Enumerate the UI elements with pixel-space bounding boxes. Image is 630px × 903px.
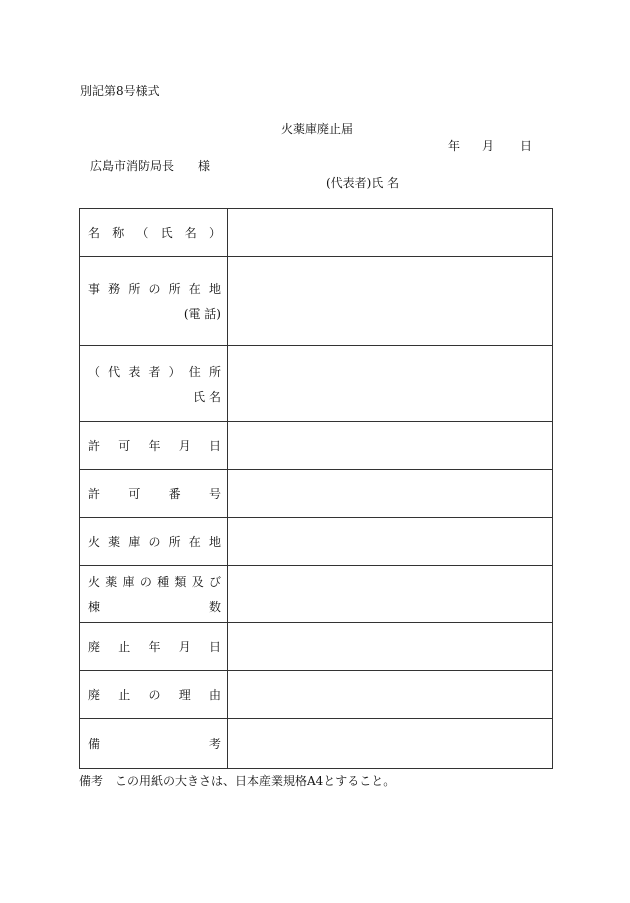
footer-note: 備考 この用紙の大きさは、日本産業規格A4とすること。 bbox=[79, 774, 396, 788]
value-name[interactable] bbox=[228, 209, 553, 257]
label-char: 由 bbox=[208, 688, 221, 702]
row-remarks bbox=[80, 719, 553, 769]
label-char: 可 bbox=[128, 487, 141, 501]
label-char: 数 bbox=[208, 600, 221, 614]
row-magazine-type bbox=[80, 566, 553, 623]
label-magazine-type-text bbox=[88, 573, 221, 590]
label-char: 火 bbox=[88, 575, 101, 589]
label-remarks bbox=[80, 719, 228, 769]
label-char: 考 bbox=[208, 737, 221, 751]
value-abolition-reason[interactable] bbox=[228, 671, 553, 719]
value-permit-date[interactable] bbox=[228, 422, 553, 470]
label-char: 年 bbox=[148, 439, 161, 453]
label-char: 薬 bbox=[105, 575, 118, 589]
label-char: 名 bbox=[88, 226, 101, 240]
row-magazine-location bbox=[80, 518, 553, 566]
label-magazine-location-text bbox=[88, 533, 221, 550]
label-char: （ bbox=[136, 226, 149, 240]
representative-name-label: (代表者)氏 名 bbox=[326, 176, 400, 190]
label-char: 薬 bbox=[108, 535, 121, 549]
label-char: び bbox=[208, 575, 221, 589]
label-char: 止 bbox=[118, 688, 131, 702]
label-char: 所 bbox=[168, 535, 181, 549]
label-building-count-text bbox=[88, 598, 221, 615]
row-permit-date bbox=[80, 422, 553, 470]
label-permit-number bbox=[80, 470, 228, 518]
label-char: 月 bbox=[178, 640, 191, 654]
label-char: 年 bbox=[148, 640, 161, 654]
label-char: 名 bbox=[184, 226, 197, 240]
value-representative[interactable] bbox=[228, 346, 553, 422]
date-year: 年 bbox=[448, 139, 461, 153]
label-char: の bbox=[148, 688, 161, 702]
label-char: （ bbox=[88, 364, 101, 379]
label-char: 庫 bbox=[122, 575, 135, 589]
row-office-address bbox=[80, 257, 553, 346]
label-char: の bbox=[148, 535, 161, 549]
row-name bbox=[80, 209, 553, 257]
label-char: 務 bbox=[108, 282, 121, 296]
addressee: 広島市消防局長 様 bbox=[90, 159, 211, 173]
label-representative bbox=[80, 346, 228, 422]
label-char: 棟 bbox=[88, 600, 101, 614]
label-char: 廃 bbox=[88, 640, 101, 654]
label-char: 止 bbox=[118, 640, 131, 654]
label-representative-address-text bbox=[88, 363, 221, 380]
value-permit-number[interactable] bbox=[228, 470, 553, 518]
date-day: 日 bbox=[520, 139, 533, 153]
label-char: 類 bbox=[174, 575, 187, 589]
label-permit-date-text bbox=[88, 437, 221, 454]
row-representative bbox=[80, 346, 553, 422]
label-permit-number-text bbox=[88, 485, 221, 502]
label-char: 在 bbox=[188, 535, 201, 549]
document-title: 火薬庫廃止届 bbox=[281, 122, 354, 136]
form-number: 別記第8号様式 bbox=[80, 84, 160, 98]
label-char: 日 bbox=[208, 439, 221, 453]
label-abolition-date-text bbox=[88, 638, 221, 655]
label-char: 地 bbox=[208, 535, 221, 549]
label-name-text bbox=[88, 224, 221, 241]
label-char: 所 bbox=[128, 282, 141, 296]
label-char: 事 bbox=[88, 282, 101, 296]
label-char: 所 bbox=[208, 364, 221, 379]
label-magazine-location bbox=[80, 518, 228, 566]
value-magazine-location[interactable] bbox=[228, 518, 553, 566]
label-char: 火 bbox=[88, 535, 101, 549]
label-char: 廃 bbox=[88, 688, 101, 702]
label-char: ） bbox=[208, 226, 221, 240]
label-char: ） bbox=[168, 364, 181, 379]
label-office-address bbox=[80, 257, 228, 346]
label-char: 住 bbox=[188, 364, 201, 379]
label-char: 理 bbox=[178, 688, 191, 702]
label-char: 及 bbox=[191, 575, 204, 589]
form-table bbox=[79, 208, 553, 769]
date-line bbox=[448, 137, 532, 154]
label-remarks-text bbox=[88, 735, 221, 752]
label-abolition-date bbox=[80, 623, 228, 671]
label-char: 代 bbox=[108, 364, 121, 379]
label-char: 許 bbox=[88, 439, 101, 453]
label-char: 庫 bbox=[128, 535, 141, 549]
value-office-address[interactable] bbox=[228, 257, 553, 346]
label-char: 番 bbox=[168, 487, 181, 501]
label-char: 地 bbox=[208, 282, 221, 296]
date-month: 月 bbox=[482, 139, 495, 153]
label-char: 表 bbox=[128, 364, 141, 379]
label-office-address-text bbox=[88, 280, 221, 297]
label-char: 日 bbox=[208, 640, 221, 654]
label-char: の bbox=[139, 575, 152, 589]
label-phone: (電 話) bbox=[183, 307, 221, 321]
label-representative-name: 氏 名 bbox=[193, 389, 221, 404]
label-abolition-reason bbox=[80, 671, 228, 719]
label-char: の bbox=[148, 282, 161, 296]
label-magazine-type bbox=[80, 566, 228, 623]
label-char: 号 bbox=[208, 487, 221, 501]
label-char: 種 bbox=[157, 575, 170, 589]
label-char: 在 bbox=[188, 282, 201, 296]
label-char: 月 bbox=[178, 439, 191, 453]
label-char: 所 bbox=[168, 282, 181, 296]
label-char: 許 bbox=[88, 487, 101, 501]
row-abolition-date bbox=[80, 623, 553, 671]
value-magazine-type[interactable] bbox=[228, 566, 553, 623]
label-char: 可 bbox=[118, 439, 131, 453]
value-remarks[interactable] bbox=[228, 719, 553, 769]
label-permit-date bbox=[80, 422, 228, 470]
value-abolition-date[interactable] bbox=[228, 623, 553, 671]
label-name bbox=[80, 209, 228, 257]
label-char: 備 bbox=[88, 737, 101, 751]
row-abolition-reason bbox=[80, 671, 553, 719]
label-char: 称 bbox=[112, 226, 125, 240]
label-abolition-reason-text bbox=[88, 686, 221, 703]
label-char: 者 bbox=[148, 364, 161, 379]
label-char: 氏 bbox=[160, 226, 173, 240]
row-permit-number bbox=[80, 470, 553, 518]
